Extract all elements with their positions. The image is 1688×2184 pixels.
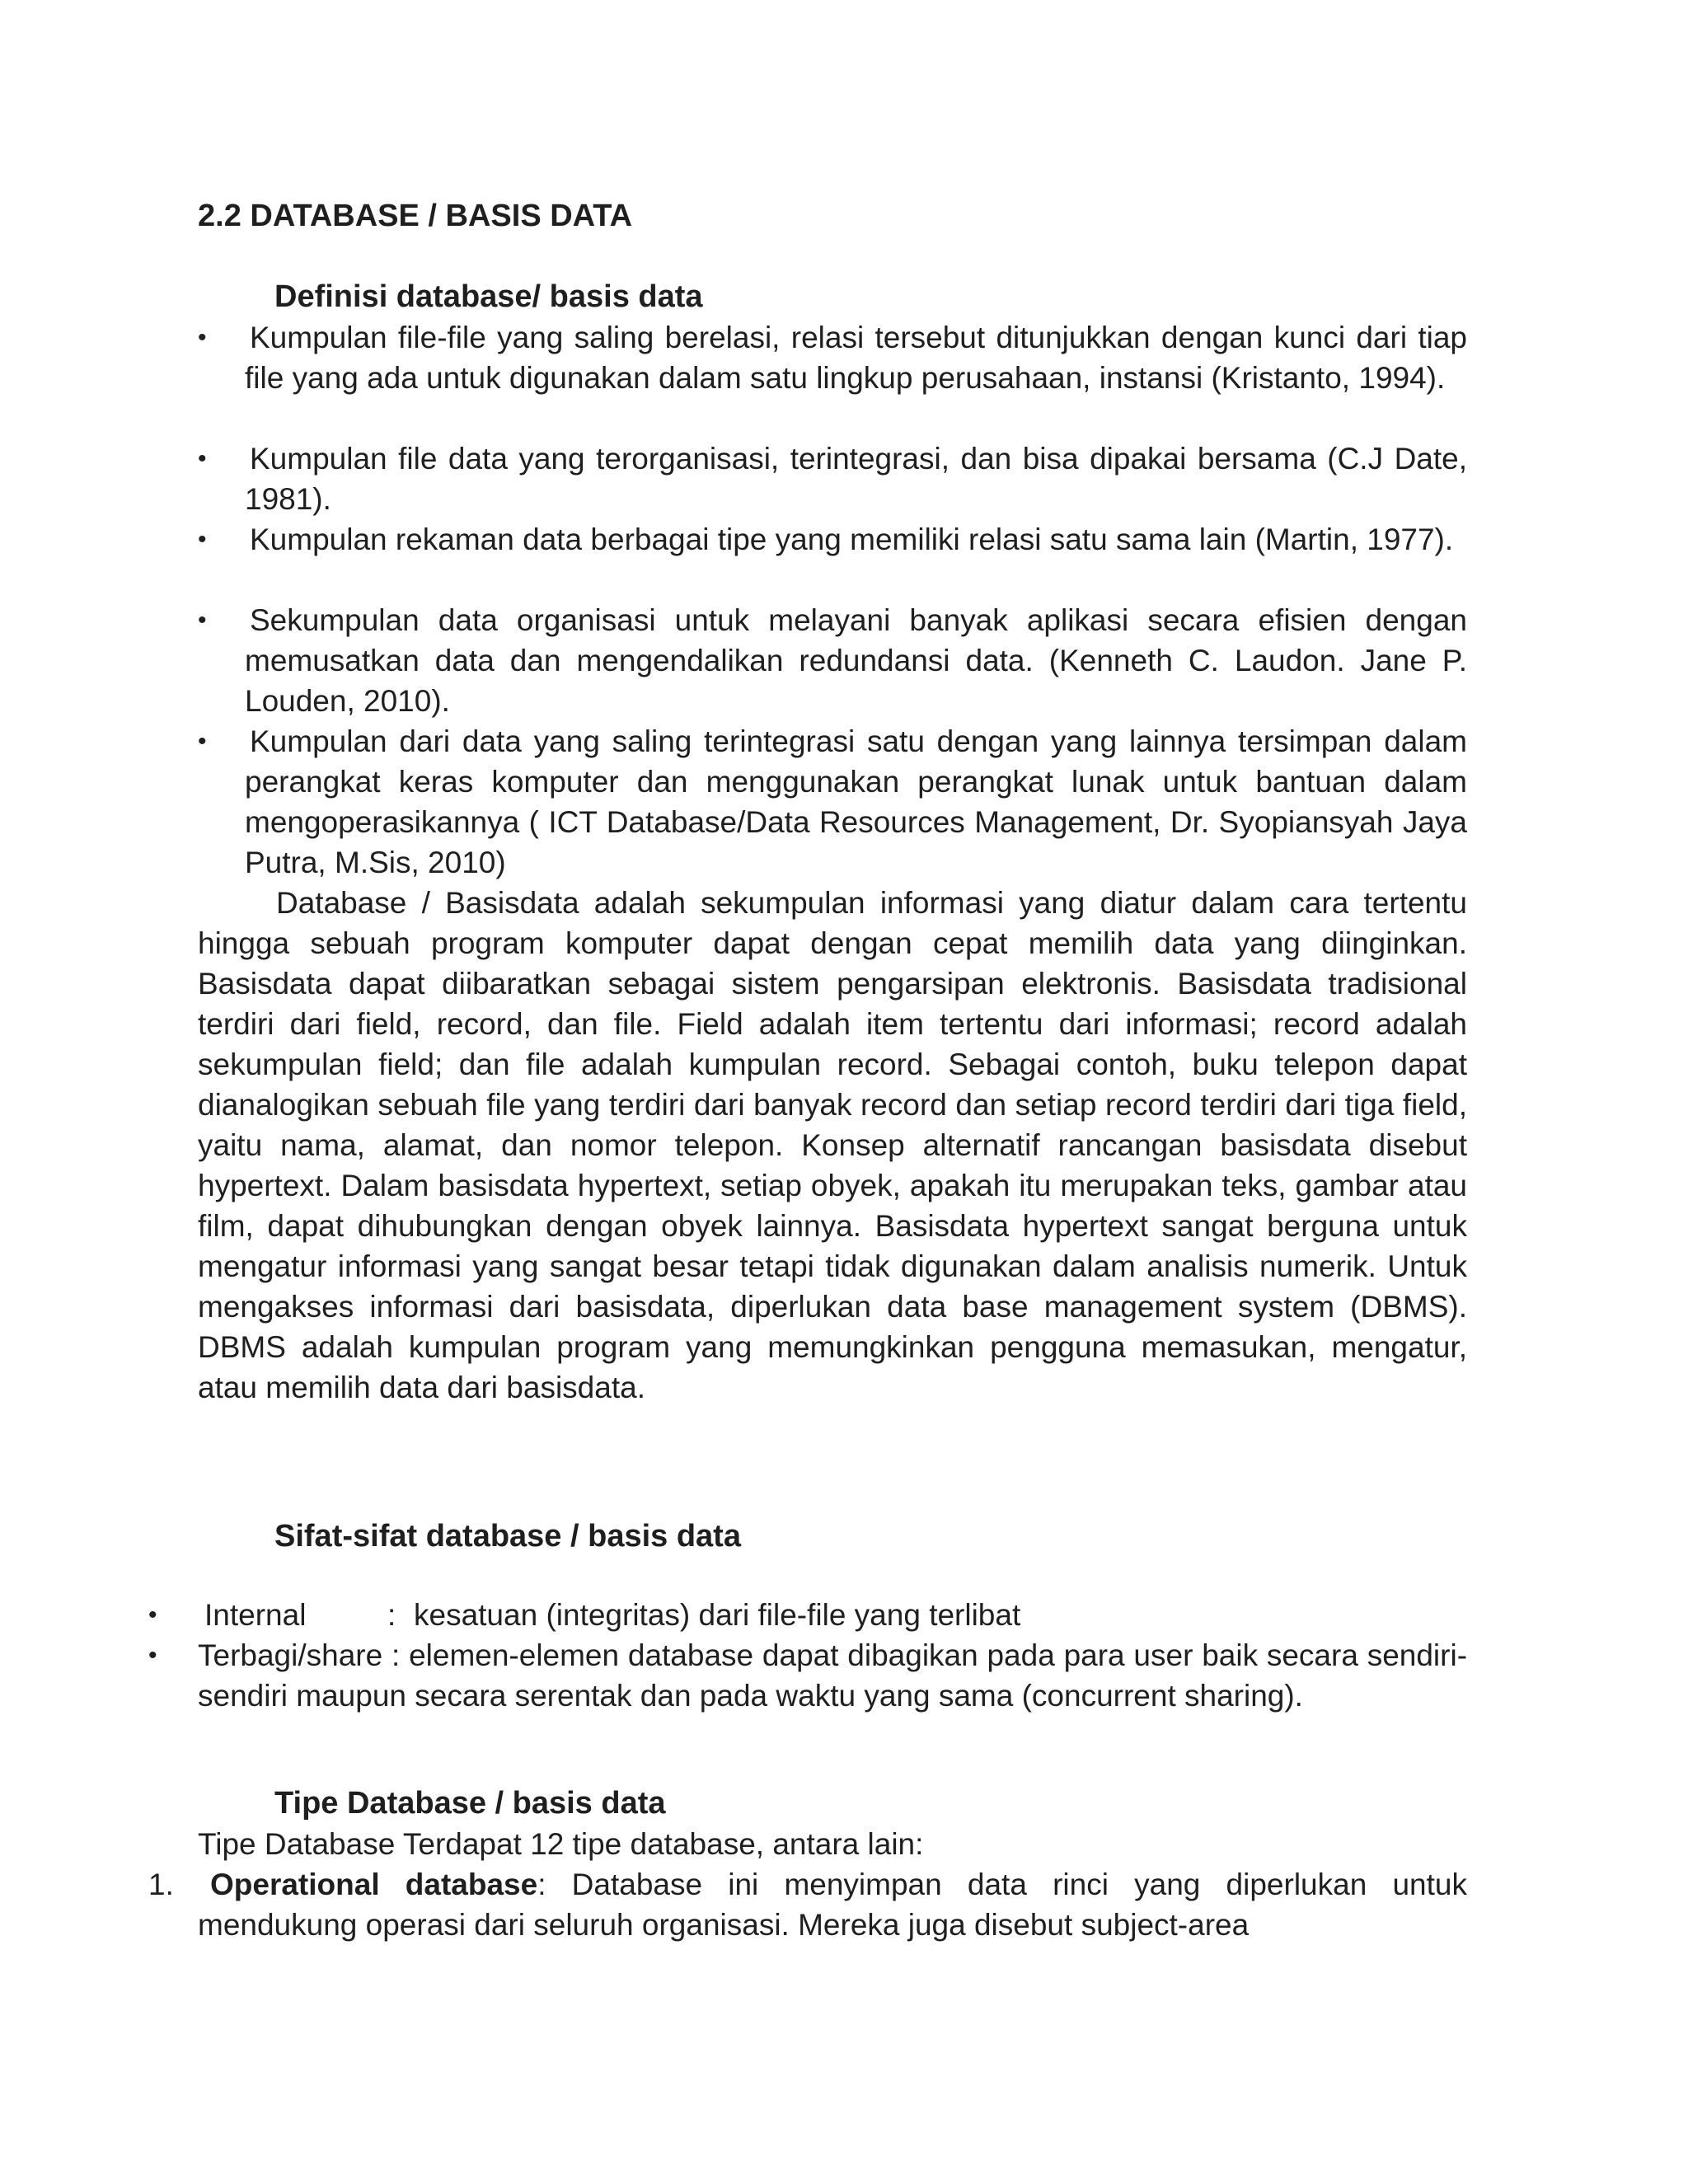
- sifat-text: elemen-elemen database dapat dibagikan pada para user baik secara sendiri-sendiri maupun secara serentak dan pada waktu yang sama (concurrent sharing).: [198, 1638, 1468, 1713]
- sifat-separator: :: [391, 1638, 401, 1672]
- bullet-icon: •: [198, 445, 207, 472]
- list-item: • Kumpulan file data yang terorganisasi, terintegrasi, dan bisa dipakai bersama (C.J Date, 1981).: [198, 438, 1467, 519]
- sifat-heading: Sifat-sifat database / basis data: [274, 1519, 741, 1554]
- bullet-icon: •: [198, 324, 207, 351]
- list-item: [148, 1864, 1467, 1945]
- definisi-paragraph: Database / Basisdata adalah sekumpulan informasi yang diatur dalam cara tertentu hingga sebuah program komputer dapat dengan cepat memilih data yang diinginkan. Basisdata dapat diibaratkan sebagai sistem pengarsipan elektronis. Basisdata tradisional terdiri dari field, record, dan file. Field adalah item tertentu dari informasi; record adalah sekumpulan field; dan file adalah kumpulan record. Sebagai contoh, buku telepon dapat dianalogikan sebuah file yang terdiri dari banyak record dan setiap record terdiri dari tiga field, yaitu nama, alamat, dan nomor telepon. Konsep alternatif rancangan basisdata disebut hypertext. Dalam basisdata hypertext, setiap obyek, apakah itu merupakan teks, gambar atau film, dapat dihubungkan dengan obyek lainnya. Basisdata hypertext sangat berguna untuk mengatur informasi yang sangat besar tetapi tidak digunakan dalam analisis numerik. Untuk mengakses informasi dari basisdata, diperlukan data base management system (DBMS). DBMS adalah kumpulan program yang memungkinkan pengguna memasukan, mengatur, atau memilih data dari basisdata.: [198, 886, 1467, 1404]
- list-item: • Sekumpulan data organisasi untuk melayani banyak aplikasi secara efisien dengan memusatkan data dan mengendalikan redundansi data. (Kenneth C. Laudon. Jane P. Louden, 2010).: [198, 600, 1467, 721]
- bullet-icon: •: [198, 526, 207, 553]
- tipe-term: Operational database: [210, 1868, 538, 1901]
- tipe-heading: Tipe Database / basis data: [274, 1786, 666, 1821]
- sifat-label: Internal: [204, 1598, 307, 1632]
- bullet-icon: •: [198, 728, 207, 755]
- bullet-icon: •: [198, 607, 207, 634]
- bullet-icon: •: [148, 1601, 157, 1629]
- list-item: [148, 1595, 1467, 1635]
- bullet-icon: •: [148, 1642, 157, 1669]
- list-item: • Kumpulan file-file yang saling berelasi, relasi tersebut ditunjukkan dengan kunci dari tiap file yang ada untuk digunakan dalam satu lingkup perusahaan, instansi (Kristanto, 1994).: [198, 317, 1467, 438]
- sifat-label: Terbagi/share: [198, 1638, 383, 1672]
- definisi-heading: Definisi database/ basis data: [274, 279, 703, 314]
- section-title: 2.2 DATABASE / BASIS DATA: [198, 199, 633, 233]
- tipe-intro: Tipe Database Terdapat 12 tipe database, antara lain:: [198, 1827, 924, 1861]
- sifat-separator: :: [387, 1598, 396, 1632]
- definisi-list: [198, 317, 1467, 883]
- tipe-list: [148, 1864, 1467, 1945]
- tipe-text: : Database ini menyimpan data rinci yang diperlukan untuk mendukung operasi dari seluruh organisasi. Mereka juga disebut subject-area: [198, 1868, 1467, 1942]
- sifat-text: kesatuan (integritas) dari file-file yang terlibat: [414, 1598, 1021, 1632]
- item-number: 1.: [148, 1868, 174, 1901]
- list-item: [148, 1635, 1467, 1716]
- list-item: • Kumpulan rekaman data berbagai tipe yang memiliki relasi satu sama lain (Martin, 1977).: [198, 519, 1467, 600]
- sifat-list: [148, 1595, 1467, 1716]
- list-item: • Kumpulan dari data yang saling terintegrasi satu dengan yang lainnya tersimpan dalam perangkat keras komputer dan menggunakan perangkat lunak untuk bantuan dalam mengoperasikannya ( ICT Database/Data Resources Management, Dr. Syopiansyah Jaya Putra, M.Sis, 2010): [198, 721, 1467, 883]
